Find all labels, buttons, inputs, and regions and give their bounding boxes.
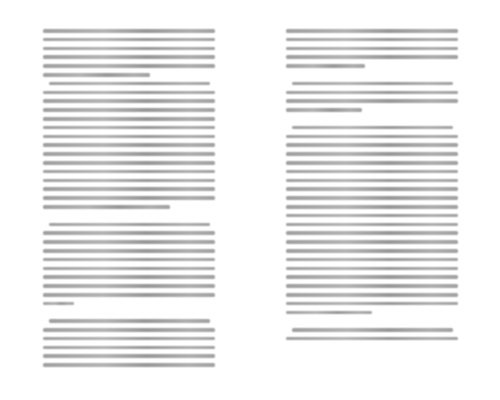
left-page-text-line: [43, 228, 215, 237]
left-page-text-line: [43, 26, 215, 35]
right-page-text-line: [286, 272, 458, 281]
blurred-text: [286, 249, 458, 253]
right-page-text-line: [286, 290, 458, 299]
blurred-text: [286, 108, 362, 112]
blurred-text: [286, 91, 458, 95]
blurred-text: [43, 152, 215, 156]
blurred-text: [286, 47, 458, 51]
left-page-text-line: [43, 52, 215, 61]
blurred-text: [43, 231, 215, 235]
left-page-text-line: [43, 281, 215, 290]
blurred-text: [286, 284, 458, 288]
left-page-text-line: [43, 96, 215, 105]
blurred-text: [43, 328, 215, 332]
blurred-text: [43, 179, 215, 183]
right-page-text-line: [286, 193, 458, 202]
left-page-text-line: [43, 114, 215, 123]
blurred-text: [43, 117, 215, 121]
right-page-text-line: [286, 325, 458, 334]
right-page-text-line: [286, 299, 458, 308]
right-page-text-line: [286, 228, 458, 237]
right-page-text-line: [286, 96, 458, 105]
blurred-text: [286, 214, 458, 218]
paragraph-break: [43, 308, 215, 317]
blurred-text: [286, 231, 458, 235]
left-page-text-line: [43, 202, 215, 211]
blurred-text: [43, 99, 215, 103]
blurred-text: [43, 64, 215, 68]
blurred-text: [286, 38, 458, 42]
right-page-text-line: [286, 211, 458, 220]
left-page-text-line: [43, 272, 215, 281]
left-page-text-line: [43, 325, 215, 334]
left-page-text-line: [43, 132, 215, 141]
blurred-text: [43, 284, 215, 288]
blurred-text: [286, 337, 458, 341]
blurred-text: [43, 293, 215, 297]
left-page-text-line: [43, 140, 215, 149]
blurred-text: [43, 346, 215, 350]
right-page-text-line: [286, 52, 458, 61]
left-page-text-line: [43, 61, 215, 70]
blurred-text: [43, 91, 215, 95]
right-page-text-line: [286, 140, 458, 149]
blurred-text: [286, 196, 458, 200]
right-page-text-line: [286, 105, 458, 114]
left-page-text-line: [43, 193, 215, 202]
paragraph-break: [286, 114, 458, 123]
right-page-text-line: [286, 334, 458, 343]
left-page-text-line: [43, 220, 215, 229]
blurred-text: [43, 196, 215, 200]
left-page-text-line: [43, 70, 215, 79]
blurred-text: [43, 302, 74, 306]
right-page-text-line: [286, 123, 458, 132]
blurred-text: [286, 311, 372, 315]
left-page-text-line: [43, 246, 215, 255]
left-page-text-line: [43, 167, 215, 176]
right-page-text-line: [286, 79, 458, 88]
blurred-text: [43, 354, 215, 358]
blurred-text: [286, 143, 458, 147]
right-page-text-line: [286, 88, 458, 97]
right-page-text-line: [286, 35, 458, 44]
right-page-text-line: [286, 255, 458, 264]
blurred-text: [286, 223, 458, 227]
left-page-text-line: [43, 88, 215, 97]
blurred-text: [286, 135, 458, 139]
left-page-text-line: [43, 44, 215, 53]
blurred-text: [286, 64, 365, 68]
blurred-text: [286, 179, 458, 183]
right-page-text-line: [286, 61, 458, 70]
blurred-text: [43, 187, 215, 191]
blurred-text: [286, 267, 458, 271]
left-page-text-line: [43, 255, 215, 264]
right-page-text-line: [286, 44, 458, 53]
right-page-text-line: [286, 202, 458, 211]
blurred-text: [43, 55, 215, 59]
left-page-text-line: [43, 290, 215, 299]
right-page-text-line: [286, 26, 458, 35]
blurred-text: [286, 258, 458, 262]
blurred-text: [43, 258, 215, 262]
blurred-text: [286, 152, 458, 156]
right-page-text-line: [286, 176, 458, 185]
blurred-text: [43, 47, 215, 51]
right-page-text-line: [286, 264, 458, 273]
blurred-text: [43, 29, 215, 33]
blurred-text: [43, 363, 215, 367]
left-page-text-line: [43, 334, 215, 343]
blurred-text: [49, 223, 210, 227]
left-page-text-line: [43, 237, 215, 246]
blurred-text: [286, 55, 458, 59]
blurred-text: [286, 99, 458, 103]
blurred-text: [286, 187, 458, 191]
blurred-text: [286, 275, 458, 279]
left-page-text-line: [43, 360, 215, 369]
left-page-text: [43, 26, 215, 369]
right-page-text-line: [286, 132, 458, 141]
left-page-text-line: [43, 176, 215, 185]
left-page-text-line: [43, 123, 215, 132]
blurred-text: [286, 205, 458, 209]
right-page-text-line: [286, 149, 458, 158]
left-page-text-line: [43, 299, 215, 308]
left-page-text-line: [43, 105, 215, 114]
blurred-text: [286, 302, 458, 306]
right-page-text-line: [286, 281, 458, 290]
blurred-text: [43, 205, 170, 209]
right-page-text-line: [286, 246, 458, 255]
blurred-text: [43, 249, 215, 253]
left-page-text-line: [43, 264, 215, 273]
blurred-text: [43, 126, 215, 130]
blurred-text: [286, 293, 458, 297]
right-page-text-line: [286, 167, 458, 176]
left-page-text-line: [43, 79, 215, 88]
blurred-text: [43, 170, 215, 174]
blurred-text: [292, 126, 453, 130]
blurred-text: [43, 143, 215, 147]
left-page-text-line: [43, 316, 215, 325]
right-page-text: [286, 26, 458, 343]
right-page-text-line: [286, 184, 458, 193]
blurred-text: [43, 240, 215, 244]
blurred-text: [43, 135, 215, 139]
right-page: [286, 26, 458, 390]
blurred-text: [286, 170, 458, 174]
left-page-text-line: [43, 184, 215, 193]
blurred-text: [43, 275, 215, 279]
blurred-text: [49, 319, 210, 323]
blurred-text: [49, 82, 210, 86]
paragraph-break: [286, 316, 458, 325]
right-page-text-line: [286, 308, 458, 317]
right-page-text-line: [286, 158, 458, 167]
paragraph-break: [286, 70, 458, 79]
blurred-text: [292, 82, 453, 86]
blurred-text: [292, 328, 453, 332]
blurred-text: [43, 108, 215, 112]
left-page: [43, 26, 215, 390]
left-page-text-line: [43, 149, 215, 158]
left-page-text-line: [43, 343, 215, 352]
right-page-text-line: [286, 220, 458, 229]
right-page-text-line: [286, 237, 458, 246]
paragraph-break: [43, 211, 215, 220]
blurred-text: [286, 161, 458, 165]
left-page-text-line: [43, 158, 215, 167]
blurred-text: [43, 337, 215, 341]
blurred-text: [43, 267, 215, 271]
blurred-text: [43, 38, 215, 42]
left-page-text-line: [43, 35, 215, 44]
blurred-text: [286, 240, 458, 244]
blurred-text: [286, 29, 458, 33]
blurred-text: [43, 73, 150, 77]
blurred-text: [43, 161, 215, 165]
left-page-text-line: [43, 351, 215, 360]
